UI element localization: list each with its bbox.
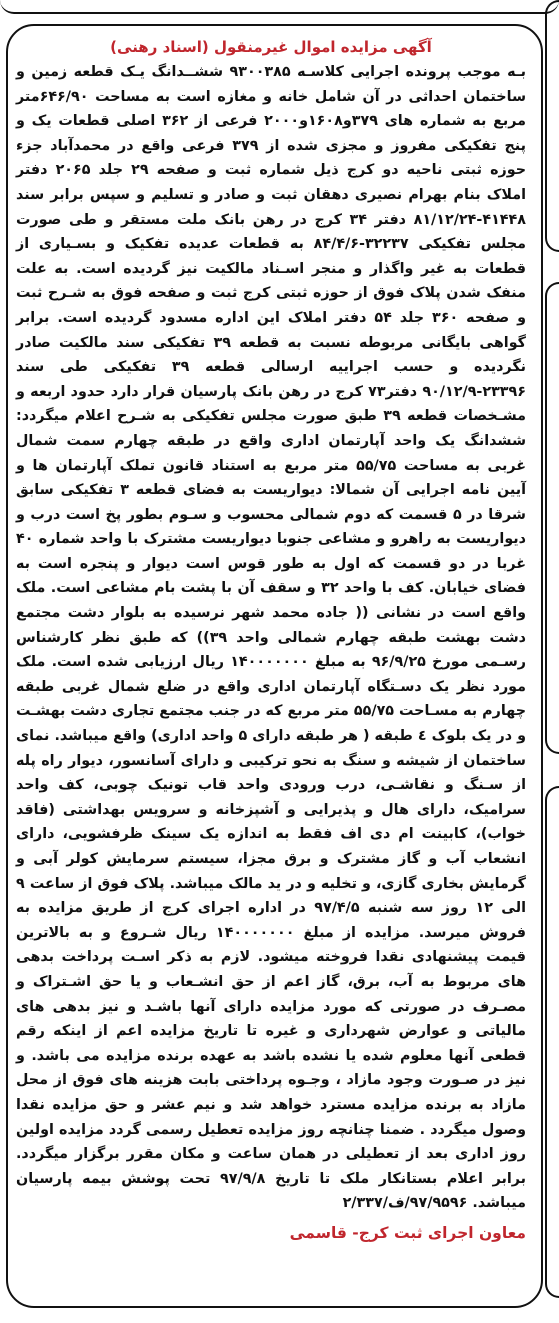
right-edge-tab bbox=[545, 0, 559, 252]
right-edge-tabs bbox=[545, 0, 559, 1323]
notice-title: آگهی مزایده اموال غیرمنقول (اسناد رهنی) bbox=[110, 38, 432, 56]
notice-body: بـه موجب پرونده اجرایی کلاسـه ۹۳۰۰۳۸۵ ششــدانگ یـک قطعه زمین و ساختمان احداثی در آن شامل خانه و مغازه است به مساحت ۶۴۶/۹۰متر مربع به شماره های ۳۷۹و۱۶۰۸و۲۰۰۰ فرعی از ۳۶۲ اصلی قطعات یک و پنج تفکیکی مفروز و مجزی شده از ۳۷۹ فرعی واقع در محمدآباد جزء حوزه ثبتی ناحیه دو کرج ذیل شماره ثبت و صفحه ۲۹ جلد ۲۰۶۵ دفتر املاک بنام بهرام نصیری دهقان ثبت و صادر و تسلیم و سپس برابر سند ۴۱۴۴۸-۸۱/۱۲/۲۴ دفتر ۳۴ کرج در رهن بانک ملت مستقر و طی صورت مجلس تفکیکی ۳۲۲۳۷-۸۴/۴/۶ به قطعات عدیده تفکیک و بسـیاری از قطعات به غیر واگذار و منجر اسـناد مالکیت نیز گردیده است. به علت منفک شدن پلاک فوق از حوزه ثبتی کرج ثبت و صفحه فوق به شـرح ثبت و صفحه ۳۶۰ جلد ۵۴ دفتر املاک این اداره مسدود گردیده است. برابر گواهی بایگانی مربوطه نسبت به قطعه ۳۹ تفکیکی سند مالکیت صادر نگردیده و حسب اجراییه ارسالی قطعه ۳۹ تفکیکی طی سند ۲۳۳۹۶-۹۰/۱۲/۹ دفتر۷۳ کرج در رهن بانک پارسیان قرار دارد حدود اربعه و مشـخصات قطعه ۳۹ طبق صورت مجلس تفکیکی به شـرح اعلام میگردد: ششدانگ یک واحد آپارتمان اداری واقع در طبقه چهارم سمت شمال غربی به مساحت ۵۵/۷۵ متر مربع به استناد قانون تملک آپارتمان ها و آیین نامه اجرایی آن شمالا: دیواریست به فضای قطعه ۳ تفکیکی سابق شرقا در ۵ قسمت که دوم شمالی محسوب و سـوم بطور پخ است درب و دیواریست به راهرو و مشاعی جنوبا دیواریست مشترک با واحد شماره ۴۰ غربا در دو قسمت که اول به طور قوس است دیوار و پنجره است به فضای خیابان. کف با واحد ۳۲ و سقف آن با پشت بام مشاعی است. ملک واقع است در نشانی (( جاده محمد شهر نرسیده به بلوار دشت مجتمع دشت بهشت طبقه چهارم شمالی واحد ۳۹)) که طبق نظر کارشناس رسـمی مورخ ۹۶/۹/۲۵ به مبلغ ۱۴۰۰۰۰۰۰۰ ریال ارزیابی شده است. ملک مورد نظر یک دسـتگاه آپارتمان اداری واقع در ضلع شمال غربی طبقه چهارم به مسـاحت ۵۵/۷۵ متر مربع که در جنب مجتمع تجاری دشت بهشـت و در یک بلوک ٤ طبقه ( هر طبقه دارای ۵ واحد اداری) واقع میباشد. نمای ساختمان از شیشه و سنگ به نحو ترکیبی و دارای آسانسور، دیوار راه پله از سـنگ و نقاشـی، درب ورودی واحد قاب تونیک چوبی، کف واحد سرامیک، دارای هال و پذیرایی و آشپزخانه و سرویس بهداشتی (فاقد خواب)، کابینت ام دی اف فقط به اندازه یک سینک ظرفشویی، دارای انشعاب آب و گاز مشترک و برق مجزا، سیستم سرمایش کولر آبی و گرمایش بخاری گازی، و تخلیه و در ید مالک میباشد. پلاک فوق از ساعت ۹ الی ۱۲ روز سه شنبه ۹۷/۴/۵ در اداره اجرای کرج از طریق مزایده به فروش میرسد. مزایده از مبلغ ۱۴۰۰۰۰۰۰۰ ریال شـروع و به بالاترین قیمت پیشنهادی نقدا فروخته میشود. لازم به ذکر اسـت پرداخت بدهی های مربوط به آب، برق، گاز اعم از حق انشـعاب و یا حق اشـتراک و مصـرف در صورتی که مورد مزایده دارای آنها باشـد و نیز بدهی های مالیاتی و عوارض شهرداری و غیره تا تاریخ مزایده اعم از اینکه رقم قطعی آنها معلوم شده یا نشده باشد به عهده برنده مزایده می باشد. و نیز در صـورت وجود مازاد ، وجـوه پرداختی بابت هزینه های فوق از محل مازاد به برنده مزایده مسترد خواهد شد و نیم عشر و حق مزایده نقدا وصول میگردد . ضمنا چنانچه روز مزایده تعطیل رسمی گردد مزایده اولین روز اداری بعد از تعطیلی در همان ساعت و مکان مقرر برگزار میگردد. برابر اعلام بستانکار ملک تا تاریخ ۹۷/۹/۸ تحت پوشش بیمه پارسیان میباشد. ۹۷/۹۵۹۶/ف/۲/۳۳۷ bbox=[16, 64, 527, 1212]
right-edge-tab bbox=[545, 282, 559, 754]
notice-content bbox=[16, 36, 526, 1246]
notice-signature: معاون اجرای ثبت کرج- قاسمی bbox=[289, 1223, 526, 1242]
top-border-strip bbox=[0, 0, 559, 14]
right-edge-tab bbox=[545, 786, 559, 1298]
